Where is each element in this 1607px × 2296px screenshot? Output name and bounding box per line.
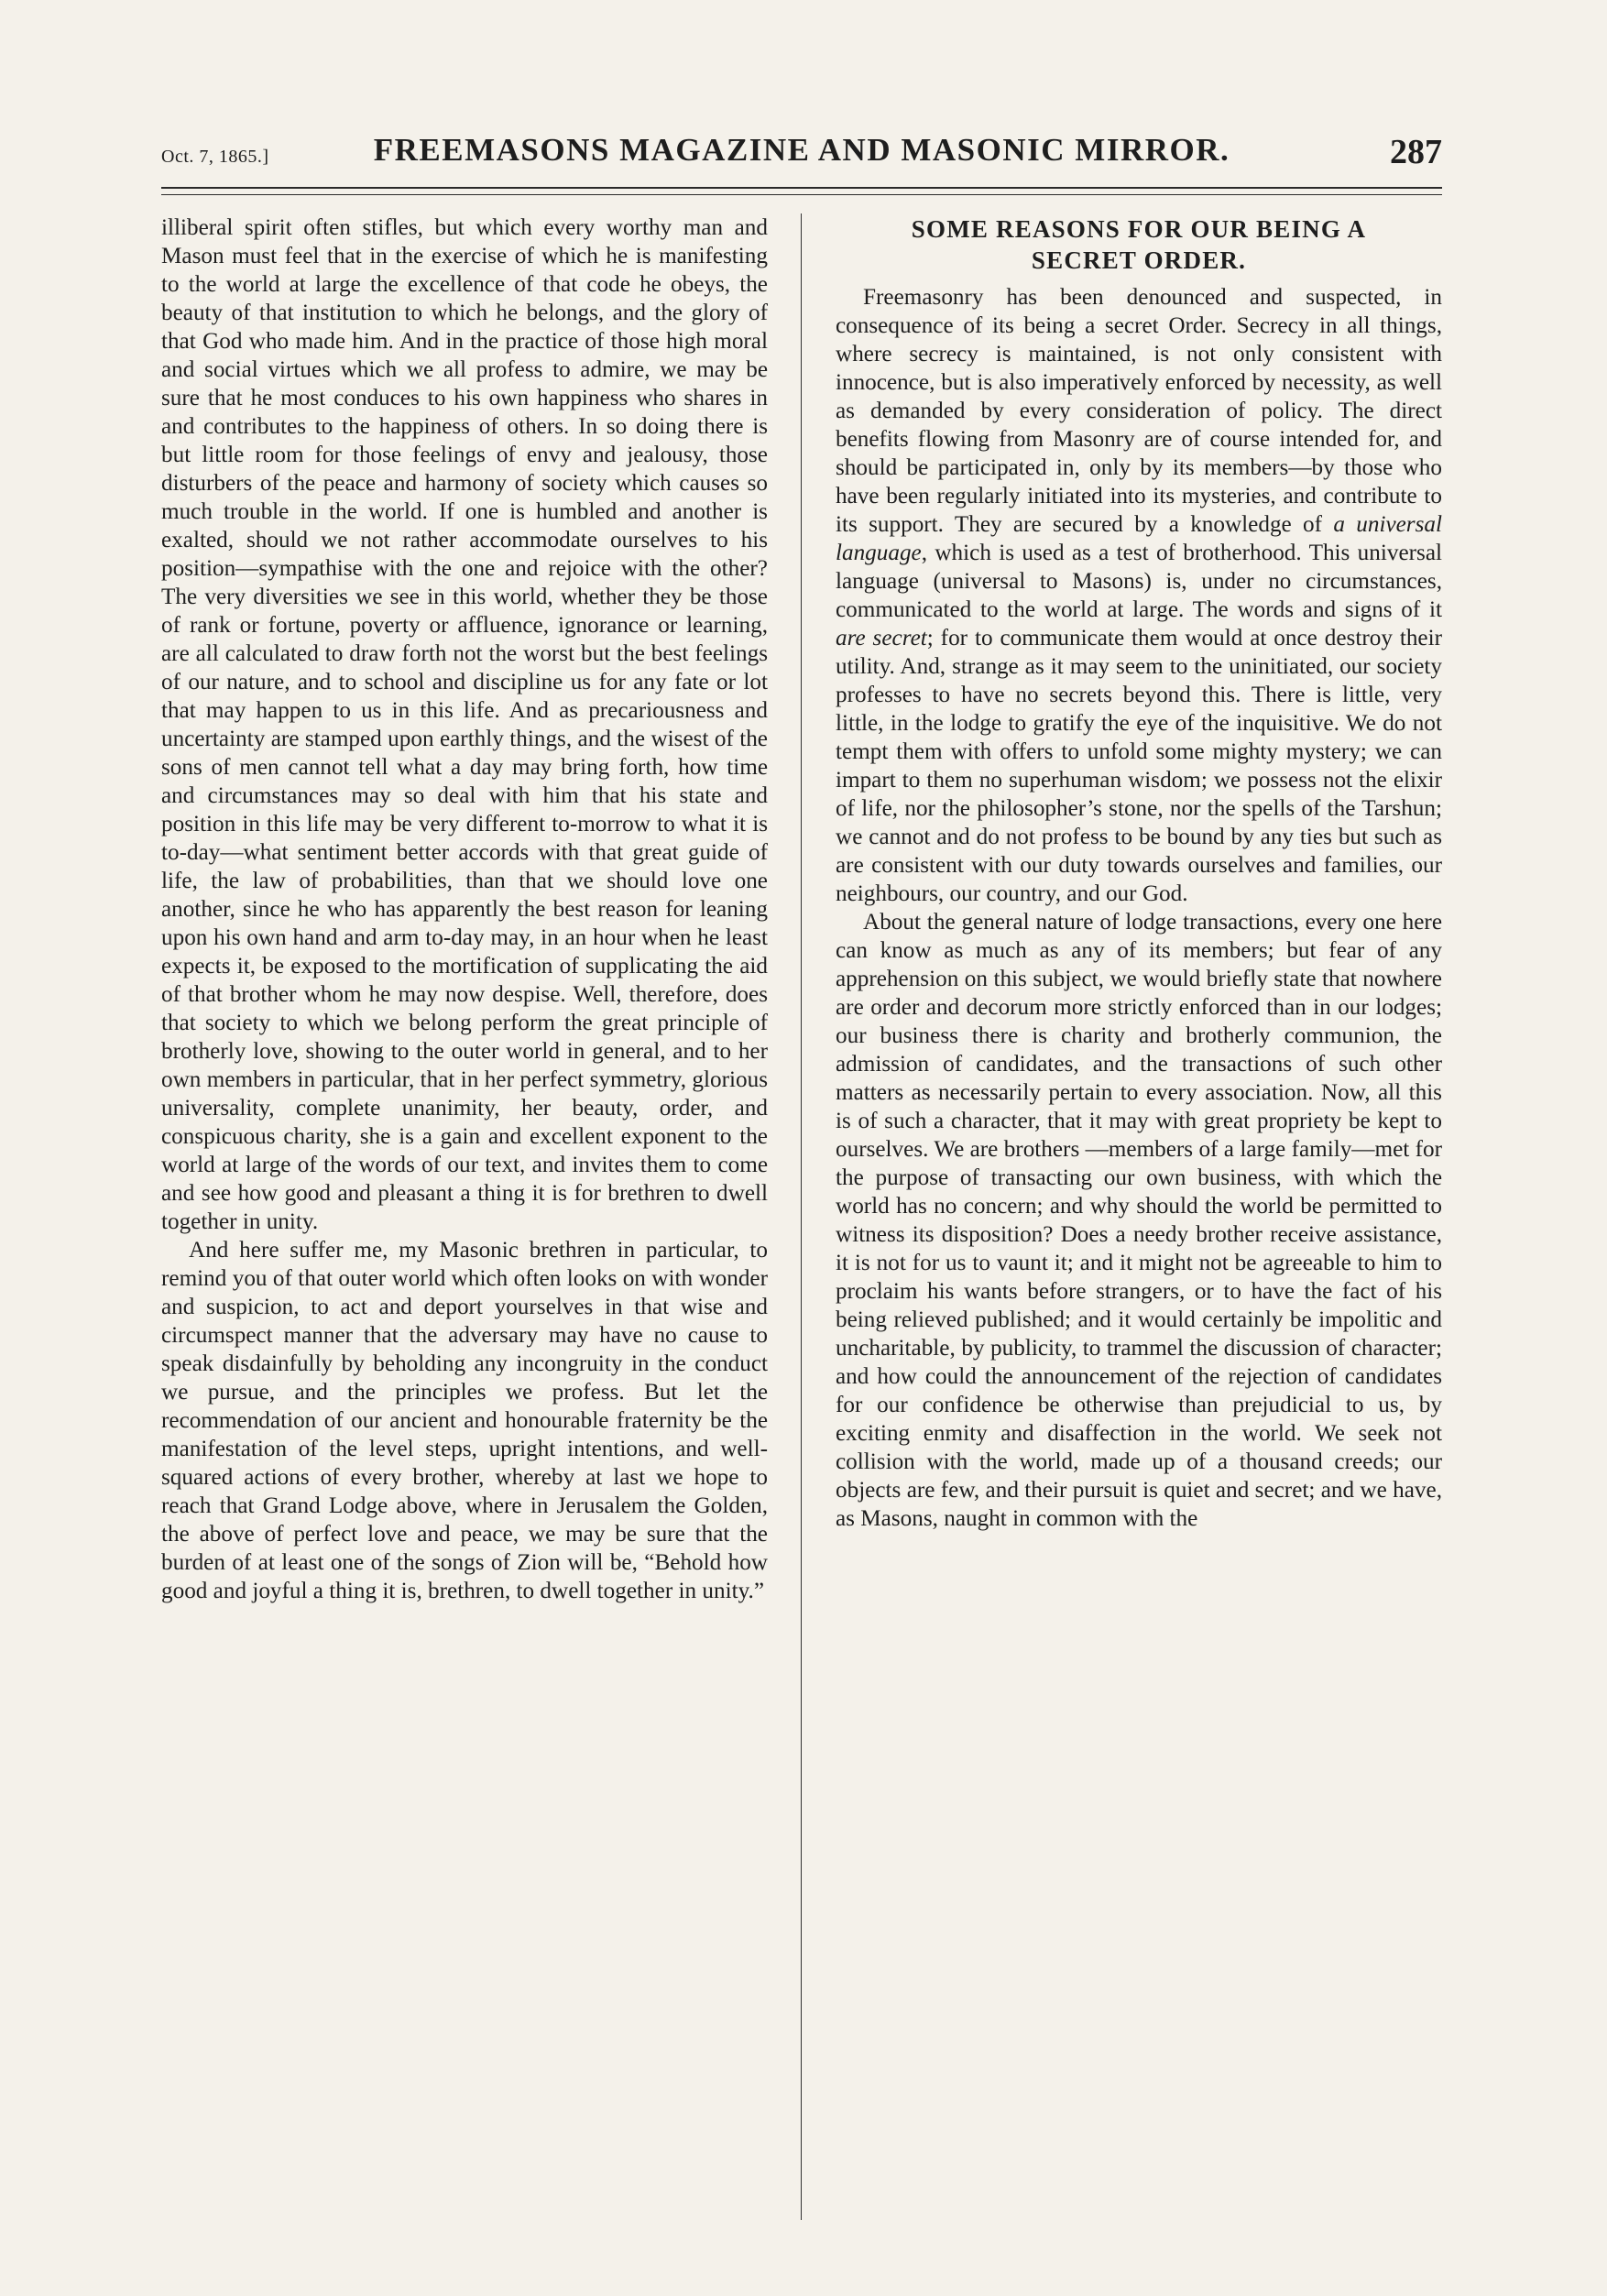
running-head <box>161 128 1442 183</box>
article-p1-text-a: Freemasonry has been denounced and suspected, in consequence of its being a secret Order. Secrecy in all things, where secrecy is maintained, is not only consistent with innocence, but is also imperatively enforced by necessity, as well as demanded by every consideration of policy. The direct benefits flowing from Masonry are of course intended for, and should be participated in, only by its members—by those who have been regularly initiated into its mysteries, and contribute to its support. They are secured by a knowledge of <box>836 285 1442 537</box>
article-title-line-2: SECRET ORDER. <box>1031 246 1247 274</box>
article-paragraph-2: About the general nature of lodge transactions, every one here can know as much as any of its members; but fear of any apprehension on this subject, we would briefly state that nowhere are order and decorum more strictly enforced than in our lodges; our business there is charity and brotherly communion, the admission of candidates, and the transactions of such other matters as necessarily pertain to every association. Now, all this is of such a character, that it may with great propriety be kept to ourselves. We are brothers —members of a large family—met for the purpose of transacting our own business, with which the world has no concern; and why should the world be permitted to witness its disposition? Does a needy brother receive assistance, it is not for us to vaunt it; and it might not be agreeable to him to proclaim his wants before strangers, or to have the fact of his being relieved published; and it would certainly be impolitic and uncharitable, by publicity, to trammel the discussion of character; and how could the announcement of the rejection of candidates for our confidence be otherwise than prejudicial to us, by exciting enmity and disaffection in the world. We seek not collision with the world, made up of a thousand creeds; our objects are few, and their pursuit is quiet and secret; and we have, as Masons, naught in common with the <box>836 910 1442 1531</box>
two-column-body <box>161 213 1442 2225</box>
header-rule <box>161 187 1442 195</box>
left-column <box>161 213 768 1605</box>
article-p1-italic-universal-language: a universal language <box>836 512 1442 565</box>
article-p1-italic-are-secret: are secret <box>836 626 927 651</box>
article-paragraph-1 <box>836 283 1442 908</box>
issue-date: Oct. 7, 1865.] <box>161 147 269 167</box>
sermon-paragraph-continued: illiberal spirit often stifles, but which every worthy man and Mason must feel that in the exercise of which he is manifesting to the world at large the excellence of that code he obeys, the beauty of that institution to which he belongs, and the glory of that God who made him. And in the practice of those high moral and social virtues which we all profess to admire, we may be sure that he most conduces to his own happiness who shares in and contributes to the happiness of others. In so doing there is but little room for those feelings of envy and jealousy, those disturbers of the peace and harmony of society which causes so much trouble in the world. If one is humbled and another is exalted, should we not rather accommodate ourselves to his position—sympathise with the one and rejoice with the other? The very diversities we see in this world, whether they be those of rank or fortune, poverty or affluence, ignorance or learning, are all calculated to draw forth not the worst but the best feelings of our nature, and to school and discipline us for any fate or lot that may happen to us in this life. And as precariousness and uncertainty are stamped upon earthly things, and the wisest of the sons of men cannot tell what a day may bring forth, how time and circumstances may so deal with him that his state and position in this life may be very different to-morrow to what it is to-day—what sentiment better accords with that great guide of life, the law of probabilities, than that we should love one another, since he who has apparently the best reason for leaning upon his own hand and arm to-day may, in an hour when he least expects it, be exposed to the mortification of supplicating the aid of that brother whom he may now despise. Well, therefore, does that society to which we belong perform the great principle of brotherly love, showing to the outer world in general, and to her own members in particular, that in her perfect symmetry, glorious universality, complete unanimity, her beauty, order, and conspicuous charity, she is a gain and excellent exponent to the world at large of the words of our text, and invites them to come and see how good and pleasant a thing it is for brethren to dwell together in unity. <box>161 215 768 1234</box>
right-column <box>836 213 1442 1533</box>
article-p1-text-b: , which is used as a test of brotherhood. This universal language (universal to Masons) is, under no circumstances, communicated to the world at large. The words and signs of it <box>836 541 1442 622</box>
article-p1-text-c: ; for to communicate them would at once destroy their utility. And, strange as it may seem to the uninitiated, our society professes to have no secrets beyond this. There is little, very little, in the lodge to gratify the eye of the inquisitive. We do not tempt them with offers to unfold some mighty mystery; we can impart to them no superhuman wisdom; we possess not the elixir of life, nor the philosopher’s stone, nor the spells of the Tarshun; we cannot and do not profess to be bound by any ties but such as are consistent with our duty towards ourselves and families, our neighbours, our country, and our God. <box>836 626 1442 906</box>
article-title-line-1: SOME REASONS FOR OUR BEING A <box>911 215 1367 243</box>
article-title <box>836 213 1442 276</box>
sermon-paragraph-closing: And here suffer me, my Masonic brethren in particular, to remind you of that outer world which often looks on with wonder and suspicion, to act and deport yourselves in that wise and circumspect manner that the adversary may have no cause to speak disdainfully by beholding any incongruity in the conduct we pursue, and the principles we profess. But let the recommendation of our ancient and honourable fraternity be the manifestation of the level steps, upright intentions, and well-squared actions of every brother, whereby at last we hope to reach that Grand Lodge above, where in Jerusalem the Golden, the above of perfect love and peace, we may be sure that the burden of at least one of the songs of Zion will be, “Behold how good and joyful a thing it is, brethren, to dwell together in unity.” <box>161 1238 768 1603</box>
magazine-title: FREEMASONS MAGAZINE AND MASONIC MIRROR. <box>373 132 1230 168</box>
magazine-page <box>161 128 1442 2225</box>
page-number: 287 <box>1390 133 1442 171</box>
column-divider <box>801 213 802 2220</box>
